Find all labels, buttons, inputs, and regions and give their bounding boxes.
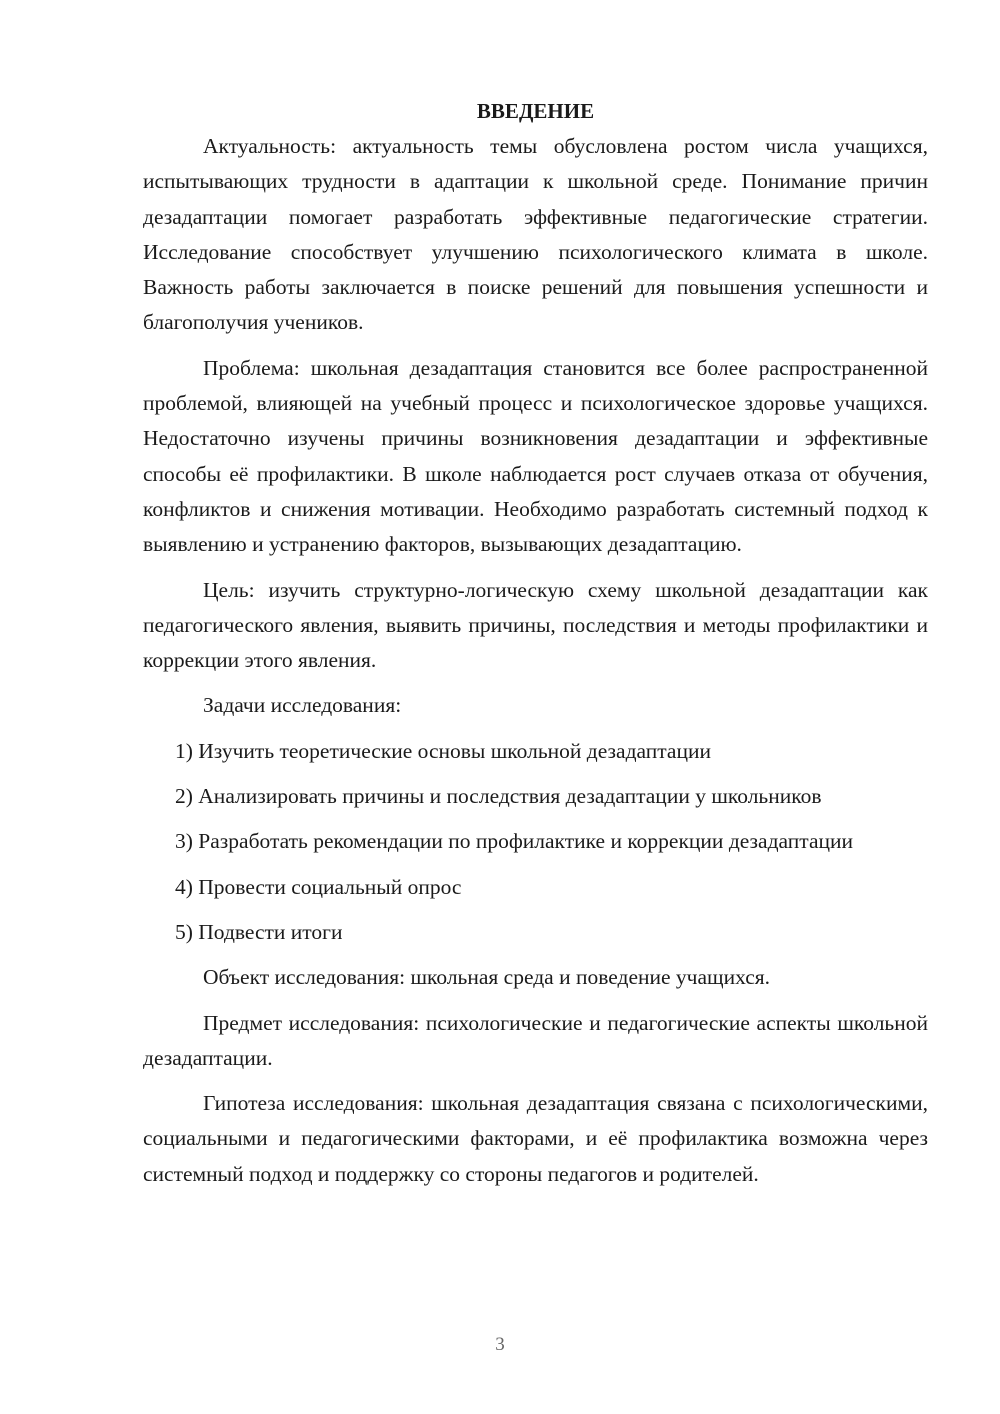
actuality-paragraph: Актуальность: актуальность темы обусловлена ростом числа учащихся, испытывающих трудности в адаптации к школьной среде. Понимание причин дезадаптации помогает разработать эффективные педагогические стратегии. Исследование способствует улучшению психологического климата в школе. Важность работы заключается в поиске решений для повышения успешности и благополучия учеников. — [143, 134, 928, 335]
hypothesis-paragraph: Гипотеза исследования: школьная дезадаптация связана с психологическими, социальными и педагогическими факторами, и её профилактика возможна через системный подход и поддержку со стороны педагогов и родителей. — [143, 1091, 928, 1186]
task-item-5: 5) Подвести итоги — [175, 919, 343, 944]
task-item-3: 3) Разработать рекомендации по профилактике и коррекции дезадаптации — [175, 829, 854, 854]
object-paragraph: Объект исследования: школьная среда и поведение учащихся. — [203, 965, 771, 990]
page-number: 3 — [495, 1334, 505, 1355]
page-title: ВВЕДЕНИЕ — [476, 99, 595, 123]
document-page — [143, 94, 928, 1192]
goal-paragraph: Цель: изучить структурно-логическую схему школьной дезадаптации как педагогического явления, выявить причины, последствия и методы профилактики и коррекции этого явления. — [143, 577, 928, 673]
task-item-4: 4) Провести социальный опрос — [175, 874, 462, 899]
tasks-heading: Задачи исследования: — [203, 693, 402, 718]
problem-paragraph: Проблема: школьная дезадаптация становится все более распространенной проблемой, влияющей на учебный процесс и психологическое здоровье учащихся. Недостаточно изучены причины возникновения дезадаптации и эффективные способы её профилактики. В школе наблюдается рост случаев отказа от обучения, конфликтов и снижения мотивации. Необходимо разработать системный подход к выявлению и устранению факторов, вызывающих дезадаптацию. — [143, 355, 928, 557]
task-item-1: 1) Изучить теоретические основы школьной дезадаптации — [175, 738, 711, 763]
task-item-2: 2) Анализировать причины и последствия дезадаптации у школьников — [175, 784, 822, 809]
subject-paragraph: Предмет исследования: психологические и педагогические аспекты школьной дезадаптации. — [143, 1010, 928, 1070]
